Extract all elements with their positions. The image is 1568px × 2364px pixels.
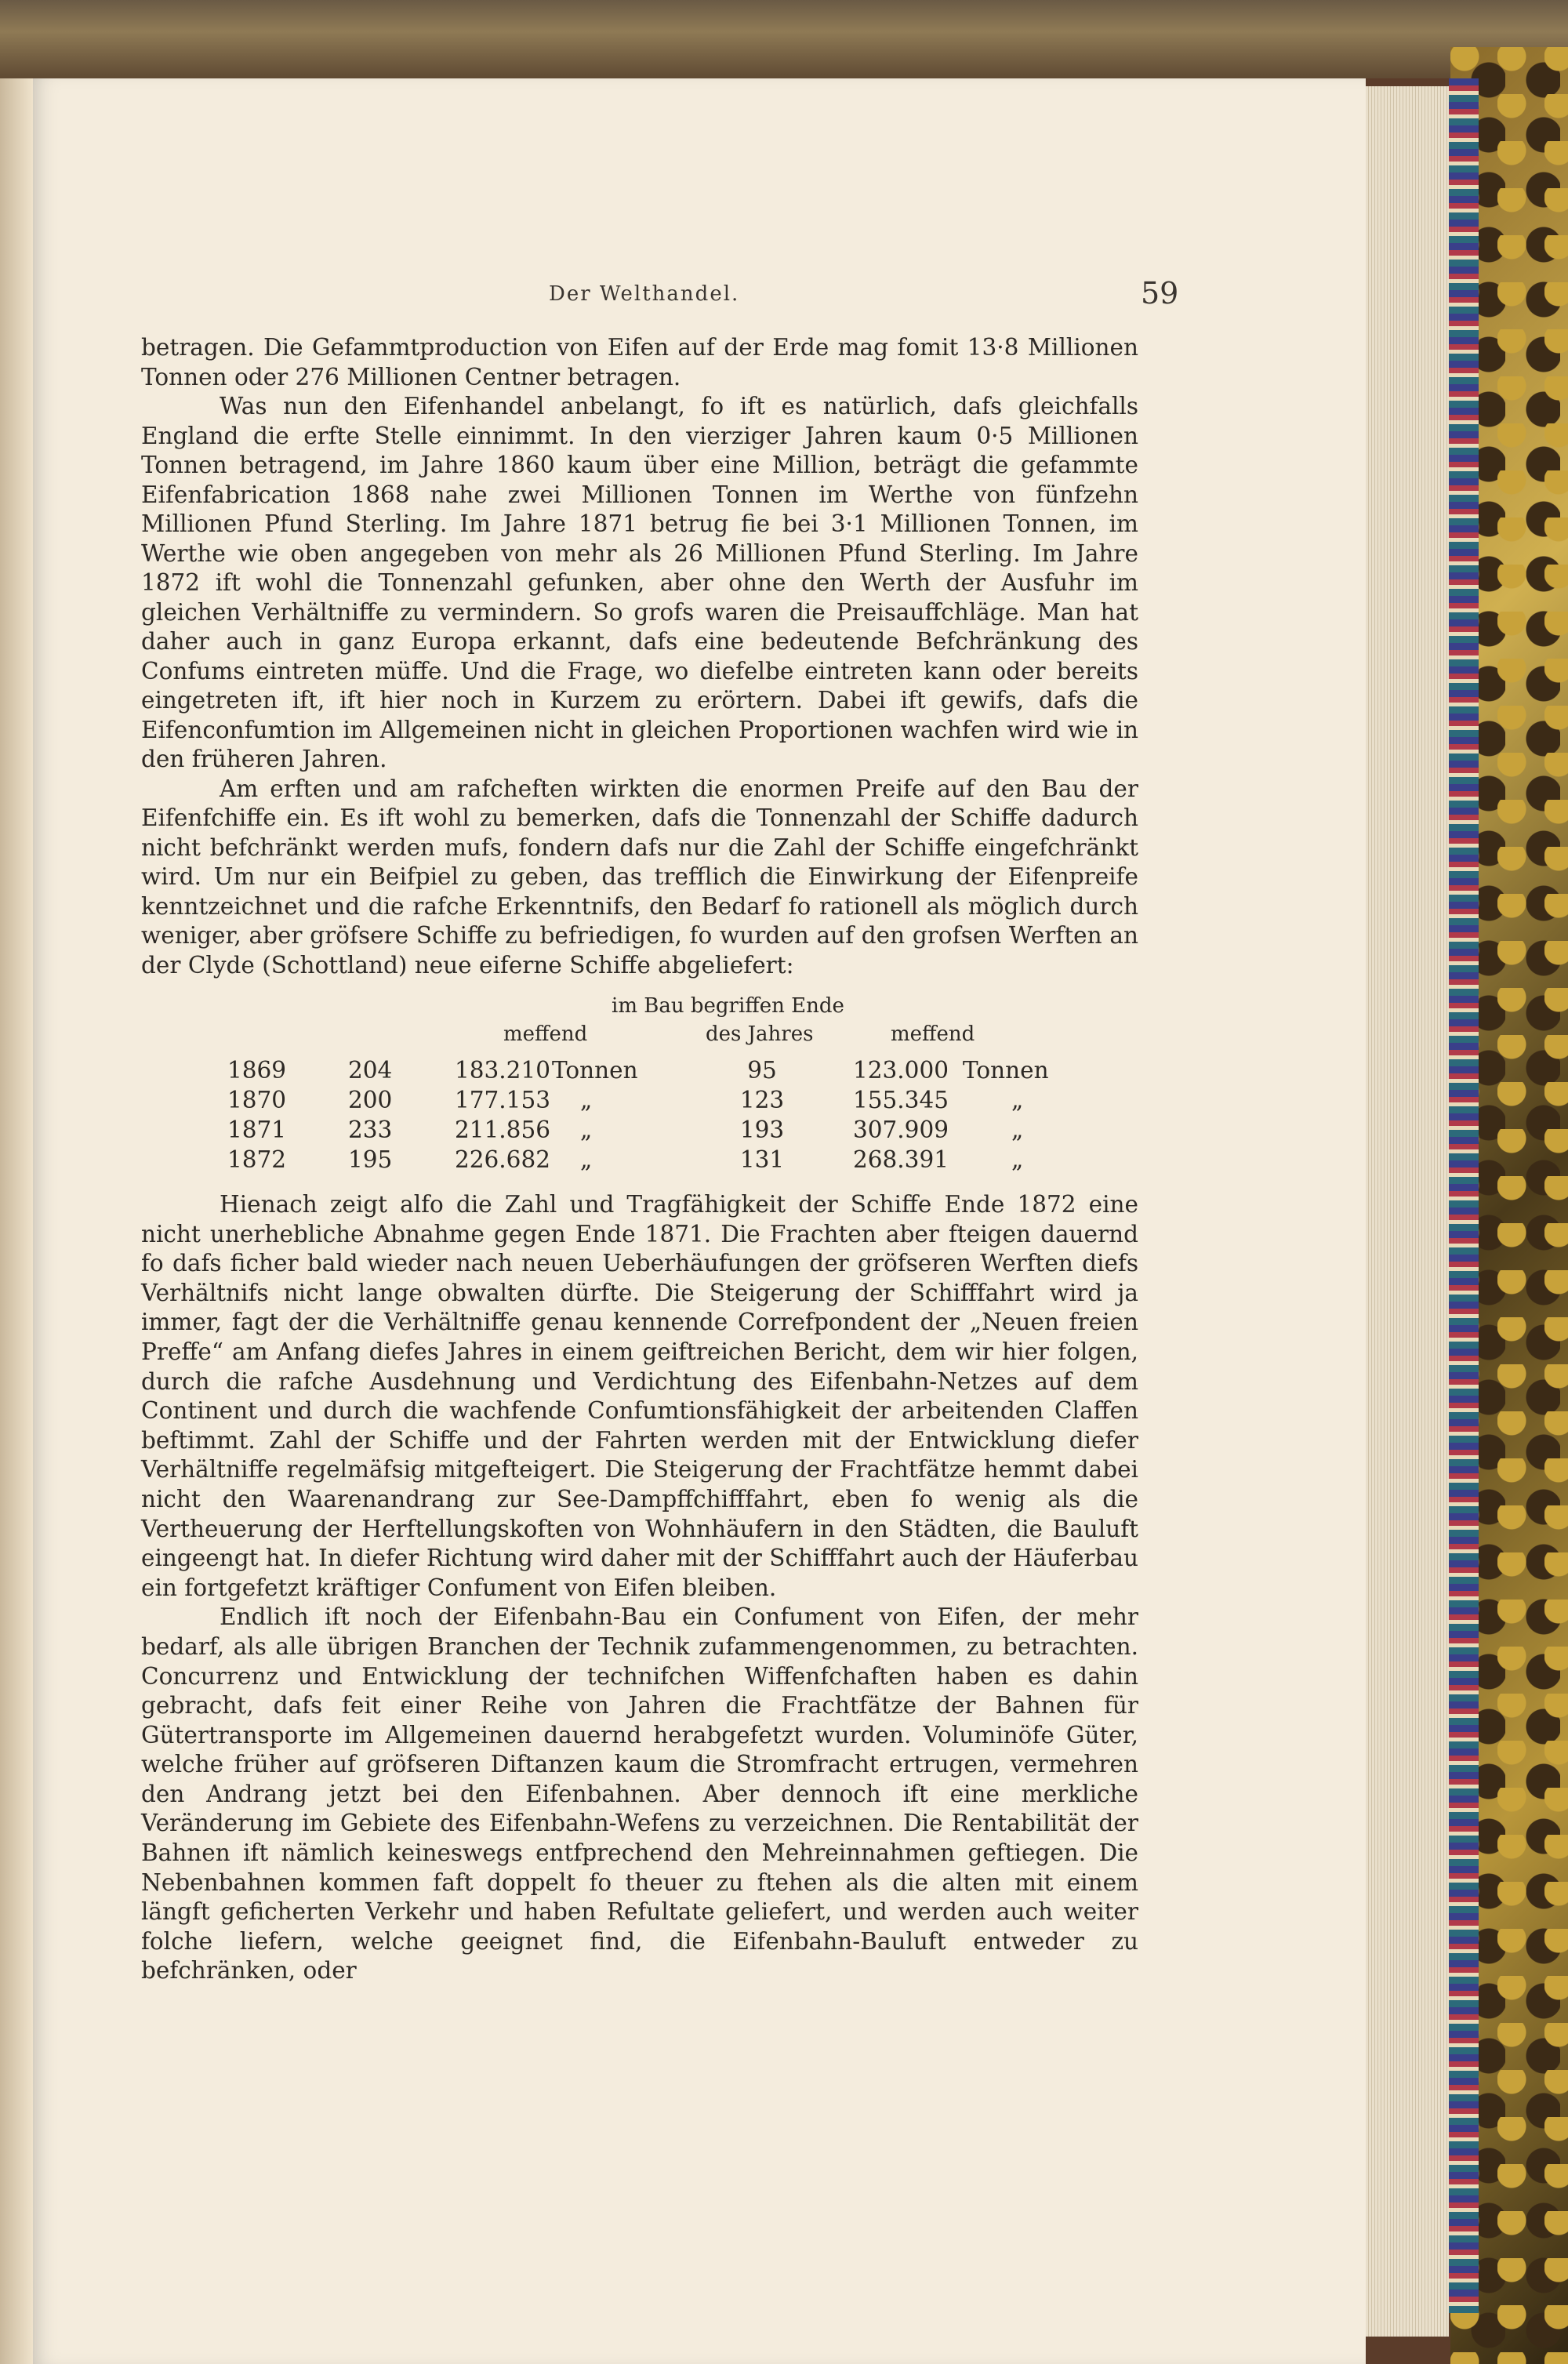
page-stack-edge <box>1366 86 1449 2337</box>
building-cell: 95 <box>747 1057 777 1084</box>
table-header-top: im Bau begriffen Ende <box>612 994 844 1018</box>
ships-cell: 204 <box>348 1057 393 1084</box>
tons-cell: 226.682 <box>455 1146 550 1173</box>
unit2-cell: „ <box>1011 1087 1024 1113</box>
table-row <box>141 1146 1160 1176</box>
body-text-bottom <box>141 1190 1138 1986</box>
ships-cell: 195 <box>348 1146 393 1173</box>
book-cover-top <box>0 0 1568 78</box>
tons2-cell: 123.000 <box>853 1057 949 1084</box>
paragraph: Endlich ift noch der Eifenbahn-Bau ein Confument von Eifen, der mehr bedarf, als alle übrigen Branchen der Technik zufammengenommen, zu betrachten. Concurrenz und Entwicklung der technifchen Wiffenfchaften haben es dahin gebracht, dafs feit einer Reihe von Jahren die Frachtfätze der Bahnen für Gütertransporte im Allgemeinen dauernd herabgefetzt wurden. Voluminöfe Güter, welche früher auf gröfseren Diftanzen kaum die Stromfracht ertrugen, vermehren den Andrang jetzt bei den Eifenbahnen. Aber dennoch ift eine merkliche Veränderung im Gebiete des Eifenbahn-Wefens zu verzeichnen. Die Rentabilität der Bahnen ift nämlich keineswegs entfprechend den Mehreinnahmen geftiegen. Die Nebenbahnen kommen faft doppelt fo theuer zu ftehen als die alten mit einem längft geficherten Verkehr und haben Refultate geliefert, und werden auch weiter folche liefern, welche geeignet find, die Eifenbahn-Bauluft entweder zu befchränken, oder <box>141 1603 1138 1985</box>
running-title: Der Welthandel. <box>549 282 740 306</box>
page-header <box>0 276 1364 329</box>
year-cell: 1870 <box>227 1087 287 1113</box>
unit-cell: „ <box>580 1087 593 1113</box>
unit2-cell: „ <box>1011 1117 1024 1143</box>
marbled-page-edge <box>1449 78 1479 2313</box>
paragraph: Was nun den Eifenhandel anbelangt, fo ift es natürlich, dafs gleichfalls England die erfte Stelle einnimmt. In den vierziger Jahren kaum 0·5 Millionen Tonnen betragend, im Jahre 1860 kaum über eine Million, beträgt die gefammte Eifenfabrication 1868 nahe zwei Millionen Tonnen im Werthe von fünfzehn Millionen Pfund Sterling. Im Jahre 1871 betrug fie bei 3·1 Millionen Tonnen, im Werthe wie oben angegeben von mehr als 26 Millionen Pfund Sterling. Im Jahre 1872 ift wohl die Tonnenzahl gefunken, aber ohne den Werth der Ausfuhr im gleichen Verhältniffe zu vermindern. So grofs waren die Preisauffchläge. Man hat daher auch in ganz Europa erkannt, dafs eine bedeutende Befchränkung des Confums eintreten müffe. Und die Frage, wo diefelbe eintreten kann oder bereits eingetreten ift, ift hier noch in Kurzem zu erörtern. Dabei ift gewifs, dafs die Eifenconfumtion im Allgemeinen nicht in gleichen Proportionen wachfen wird wie in den früheren Jahren. <box>141 393 1138 772</box>
year-cell: 1872 <box>227 1146 287 1173</box>
tons-cell: 177.153 <box>455 1087 550 1113</box>
body-text-top <box>141 333 1138 980</box>
unit-cell: Tonnen <box>552 1057 638 1084</box>
unit2-cell: „ <box>1011 1146 1024 1173</box>
table-header-left: meffend <box>503 1022 588 1046</box>
ships-cell: 200 <box>348 1087 393 1113</box>
tons2-cell: 155.345 <box>853 1087 949 1113</box>
building-cell: 131 <box>739 1146 785 1173</box>
tons-cell: 183.210 <box>455 1057 550 1084</box>
unit-cell: „ <box>580 1146 593 1173</box>
building-cell: 193 <box>739 1117 785 1143</box>
unit2-cell: Tonnen <box>963 1057 1049 1084</box>
paragraph: betragen. Die Gefammtproduction von Eifen auf der Erde mag fomit 13·8 Millionen Tonnen oder 276 Millionen Centner betragen. <box>141 334 1138 390</box>
paragraph: Hienach zeigt alfo die Zahl und Tragfähigkeit der Schiffe Ende 1872 eine nicht unerhebliche Abnahme gegen Ende 1871. Die Frachten aber fteigen dauernd fo dafs ficher bald wieder nach neuen Ueberhäufungen der gröfseren Werften diefs Verhältnifs nicht lange obwalten dürfte. Die Steigerung der Schifffahrt wird ja immer, fagt der die Verhältniffe genau kennende Correfpondent der „Neuen freien Preffe“ am Anfang diefes Jahres in einem geiftreichen Bericht, dem wir hier folgen, durch die rafche Ausdehnung und Verdichtung des Eifenbahn-Netzes auf dem Continent und durch die wachfende Confumtionsfähigkeit der arbeitenden Claffen beftimmt. Zahl der Schiffe und der Fahrten werden mit der Entwicklung diefer Verhältniffe regelmäfsig mitgefteigert. Die Steigerung der Frachtfätze hemmt dabei nicht den Waarenandrang zur See-Dampffchifffahrt, eben fo wenig als die Vertheuerung der Herftellungskoften von Wohnhäufern in den Städten, die Bauluft eingeengt hat. In diefer Richtung wird daher mit der Schifffahrt auch der Häuferbau ein fortgefetzt kräftiger Confument von Eifen bleiben. <box>141 1191 1138 1601</box>
table-row <box>141 1087 1160 1117</box>
tons2-cell: 307.909 <box>853 1117 949 1143</box>
table-row <box>141 1117 1160 1146</box>
page-number: 59 <box>1141 276 1179 310</box>
shipbuilding-table <box>141 994 1160 1206</box>
tons2-cell: 268.391 <box>853 1146 949 1173</box>
year-cell: 1871 <box>227 1117 287 1143</box>
year-cell: 1869 <box>227 1057 287 1084</box>
ships-cell: 233 <box>348 1117 393 1143</box>
building-cell: 123 <box>739 1087 785 1113</box>
paragraph: Am erften und am rafcheften wirkten die enormen Preife auf den Bau der Eifenfchiffe ein. Es ift wohl zu bemerken, dafs die Tonnenzahl der Schiffe dadurch nicht befchränkt werden mufs, fondern dafs nur die Zahl der Schiffe eingefchränkt wird. Um nur ein Beifpiel zu geben, das trefflich die Einwirkung der Eifenpreife kenntzeichnet und die rafche Erkenntnifs, den Bedarf fo rationell als möglich durch weniger, aber gröfsere Schiffe zu befriedigen, fo wurden auf den grofsen Werften an der Clyde (Schottland) neue eiferne Schiffe abgeliefert: <box>141 775 1138 979</box>
table-header-right: meffend <box>891 1022 975 1046</box>
table-header-mid: des Jahres <box>706 1022 814 1046</box>
table-row <box>141 1057 1160 1087</box>
tons-cell: 211.856 <box>455 1117 550 1143</box>
unit-cell: „ <box>580 1117 593 1143</box>
facing-page <box>0 78 33 2364</box>
